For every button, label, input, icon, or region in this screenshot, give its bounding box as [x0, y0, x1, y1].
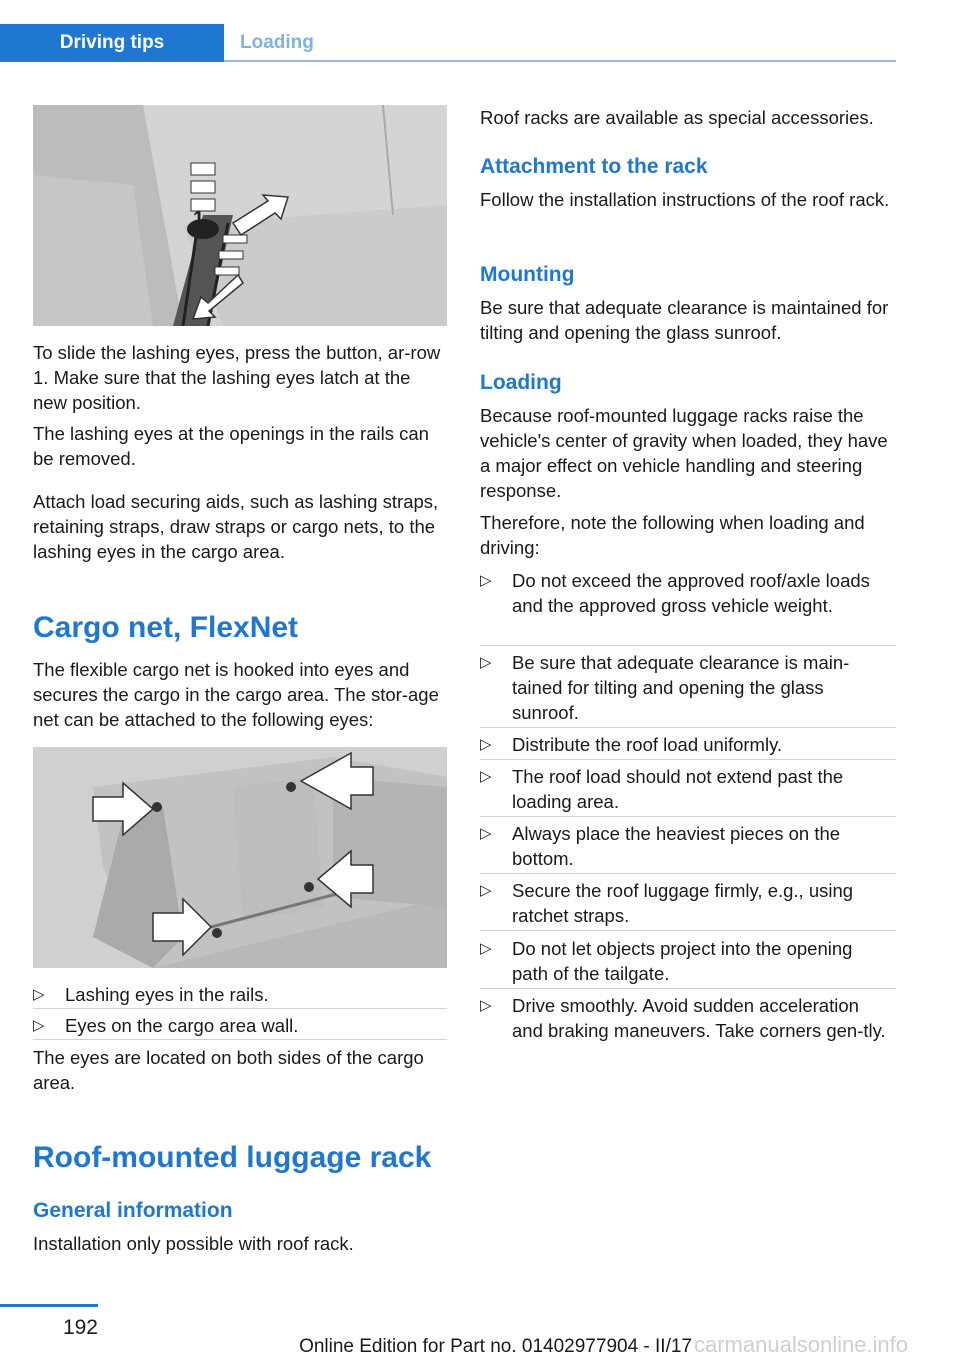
heading-general-info: General information: [33, 1199, 233, 1222]
heading-loading: Loading: [480, 371, 562, 394]
right-bullet-divider: [480, 816, 896, 817]
bullet-triangle-icon: ▷: [480, 572, 492, 589]
arrow-1-label: 1: [193, 208, 205, 230]
right-bullet-8: ▷ Drive smoothly. Avoid sudden acceleration and braking maneuvers. Take corners gen‐tly.: [480, 995, 886, 1041]
left-bullet-divider: [33, 1039, 447, 1040]
right-bullet-1: ▷ Do not exceed the approved roof/axle loads and the approved gross vehicle weight.: [480, 570, 870, 616]
left-bullet-1: ▷ Lashing eyes in the rails.: [33, 984, 269, 1005]
right-bullet-7: ▷ Do not let objects project into the opening path of the tailgate.: [480, 938, 853, 984]
right-bullet-6: ▷ Secure the roof luggage firmly, e.g., using ratchet straps.: [480, 880, 854, 926]
right-para-therefore: Therefore, note the following when loading and driving:: [480, 512, 865, 558]
left-bullet-divider: [33, 1008, 447, 1009]
edition-info: Online Edition for Part no. 01402977904 - II/17: [299, 1336, 692, 1357]
left-para-removed: The lashing eyes at the openings in the rails can be removed.: [33, 423, 429, 469]
right-bullet-divider: [480, 988, 896, 989]
watermark: carmanualsonline.info: [694, 1332, 909, 1357]
bullet-triangle-icon: ▷: [480, 940, 492, 957]
right-bullet-3: ▷ Distribute the roof load uniformly.: [480, 734, 783, 755]
lashing-rail-illustration: [33, 105, 447, 326]
bullet-triangle-icon: ▷: [33, 986, 45, 1003]
page-number: 192: [62, 1316, 98, 1339]
header-tabs: [0, 24, 896, 62]
left-para-attach: Attach load securing aids, such as lashing straps, retaining straps, draw straps or cargo nets, to the lashing eyes in the cargo area.: [33, 491, 439, 562]
page-number-rule: [0, 1304, 98, 1307]
right-para-clearance: Be sure that adequate clearance is maintained for tilting and opening the glass sunroof.: [480, 297, 889, 343]
heading-attachment: Attachment to the rack: [480, 155, 708, 178]
right-bullet-divider: [480, 759, 896, 760]
left-para-cargo-net: The flexible cargo net is hooked into eyes and secures the cargo in the cargo area. The stor‐age net can be attached to the following eyes:: [33, 659, 439, 730]
figure-lashing-eyes-rail: [33, 105, 447, 326]
right-bullet-divider: [480, 645, 896, 646]
left-para-slide: To slide the lashing eyes, press the button, ar‐row 1. Make sure that the lashing eyes latch at the new position.: [33, 342, 441, 413]
right-bullet-4: ▷ The roof load should not extend past the loading area.: [480, 766, 844, 812]
right-para-accessories: Roof racks are available as special accessories.: [480, 107, 874, 128]
right-bullet-divider: [480, 930, 896, 931]
bullet-triangle-icon: ▷: [480, 882, 492, 899]
right-bullet-divider: [480, 873, 896, 874]
right-bullet-divider: [480, 727, 896, 728]
bullet-triangle-icon: ▷: [33, 1017, 45, 1034]
right-para-instructions: Follow the installation instructions of the roof rack.: [480, 189, 890, 210]
right-bullet-2: ▷ Be sure that adequate clearance is main‐tained for tilting and opening the glass sunroof.: [480, 652, 850, 723]
header-rule: [224, 60, 896, 62]
tab-loading[interactable]: Loading: [240, 32, 314, 53]
tab-driving-tips[interactable]: Driving tips: [0, 24, 224, 62]
bullet-triangle-icon: ▷: [480, 768, 492, 785]
left-para-installation: Installation only possible with roof rack.: [33, 1233, 354, 1254]
heading-roof-rack: Roof-mounted luggage rack: [33, 1141, 432, 1174]
left-para-eyes-located: The eyes are located on both sides of the cargo area.: [33, 1047, 424, 1093]
bullet-triangle-icon: ▷: [480, 825, 492, 842]
bullet-triangle-icon: ▷: [480, 736, 492, 753]
right-bullet-5: ▷ Always place the heaviest pieces on the bottom.: [480, 823, 841, 869]
figure-cargo-area: [33, 747, 447, 968]
bullet-triangle-icon: ▷: [480, 654, 492, 671]
bullet-triangle-icon: ▷: [480, 997, 492, 1014]
heading-cargo-net: Cargo net, FlexNet: [33, 611, 299, 644]
right-para-gravity: Because roof-mounted luggage racks raise the vehicle's center of gravity when loaded, they have a major effect on vehicle handling and steering response.: [480, 405, 888, 501]
left-bullet-2: ▷ Eyes on the cargo area wall.: [33, 1015, 299, 1036]
cargo-area-illustration: [33, 747, 447, 968]
heading-mounting: Mounting: [480, 263, 575, 286]
